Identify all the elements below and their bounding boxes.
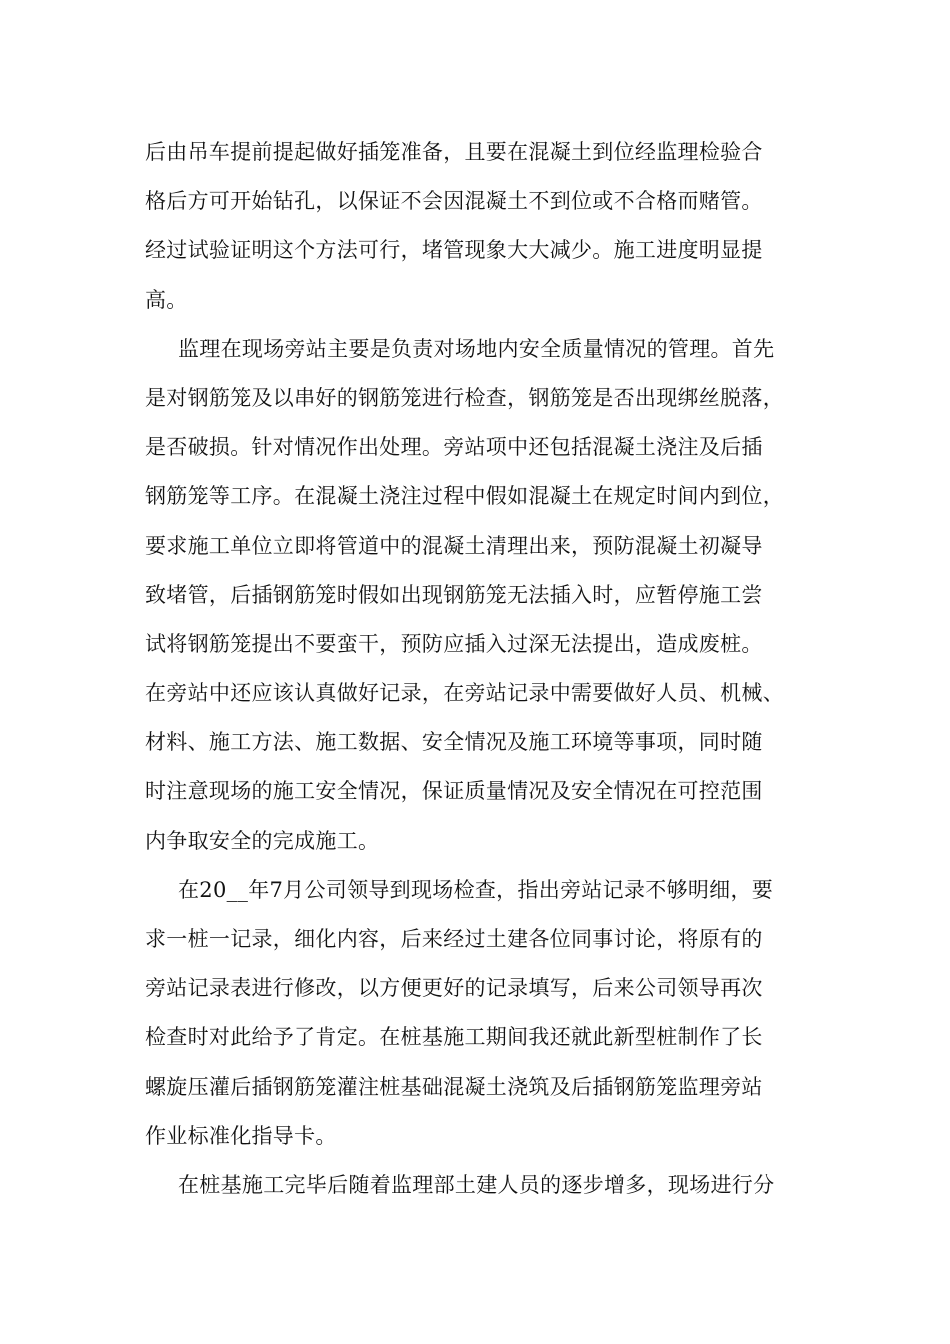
text-line-21: 作业标准化指导卡。 bbox=[145, 1123, 337, 1148]
text-line-17: 求一桩一记录，细化内容，后来经过土建各位同事讨论，将原有的 bbox=[145, 927, 763, 951]
text-line-5: 监理在现场旁站主要是负责对场地内安全质量情况的管理。首先 bbox=[178, 336, 775, 361]
text-line-22: 在桩基施工完毕后随着监理部土建人员的逐步增多，现场进行分 bbox=[178, 1172, 775, 1197]
document-body bbox=[145, 128, 835, 1210]
text-line-20: 螺旋压灌后插钢筋笼灌注桩基础混凝土浇筑及后插钢筋笼监理旁站 bbox=[145, 1074, 763, 1099]
text-line-16: 在20__年7月公司领导到现场检查，指出旁站记录不够明细，要 bbox=[178, 877, 774, 902]
text-line-11: 试将钢筋笼提出不要蛮干，预防应插入过深无法提出，造成废桩。 bbox=[145, 631, 763, 656]
text-line-8: 钢筋笼等工序。在混凝土浇注过程中假如混凝土在规定时间内到位， bbox=[145, 484, 784, 509]
text-line-9: 要求施工单位立即将管道中的混凝土清理出来，预防混凝土初凝导 bbox=[145, 533, 763, 558]
text-line-10: 致堵管，后插钢筋笼时假如出现钢筋笼无法插入时，应暂停施工尝 bbox=[145, 582, 763, 607]
text-line-13: 材料、施工方法、施工数据、安全情况及施工环境等事项，同时随 bbox=[145, 730, 763, 755]
text-line-2: 格后方可开始钻孔，以保证不会因混凝土不到位或不合格而赌管。 bbox=[145, 189, 763, 214]
text-line-7: 是否破损。针对情况作出处理。旁站项中还包括混凝土浇注及后插 bbox=[145, 435, 763, 460]
text-line-1: 后由吊车提前提起做好插笼准备，且要在混凝土到位经监理检验合 bbox=[145, 140, 763, 164]
text-line-12: 在旁站中还应该认真做好记录，在旁站记录中需要做好人员、机械、 bbox=[145, 681, 784, 706]
text-line-14: 时注意现场的施工安全情况，保证质量情况及安全情况在可控范围 bbox=[145, 779, 763, 804]
text-line-4: 高。 bbox=[145, 287, 188, 312]
text-line-15: 内争取安全的完成施工。 bbox=[145, 828, 380, 853]
text-line-18: 旁站记录表进行修改，以方便更好的记录填写，后来公司领导再次 bbox=[145, 976, 763, 1001]
text-line-3: 经过试验证明这个方法可行，堵管现象大大减少。施工进度明显提 bbox=[145, 238, 763, 263]
text-line-6: 是对钢筋笼及以串好的钢筋笼进行检查，钢筋笼是否出现绑丝脱落， bbox=[145, 385, 784, 410]
text-line-19: 检查时对此给予了肯定。在桩基施工期间我还就此新型桩制作了长 bbox=[145, 1025, 763, 1050]
